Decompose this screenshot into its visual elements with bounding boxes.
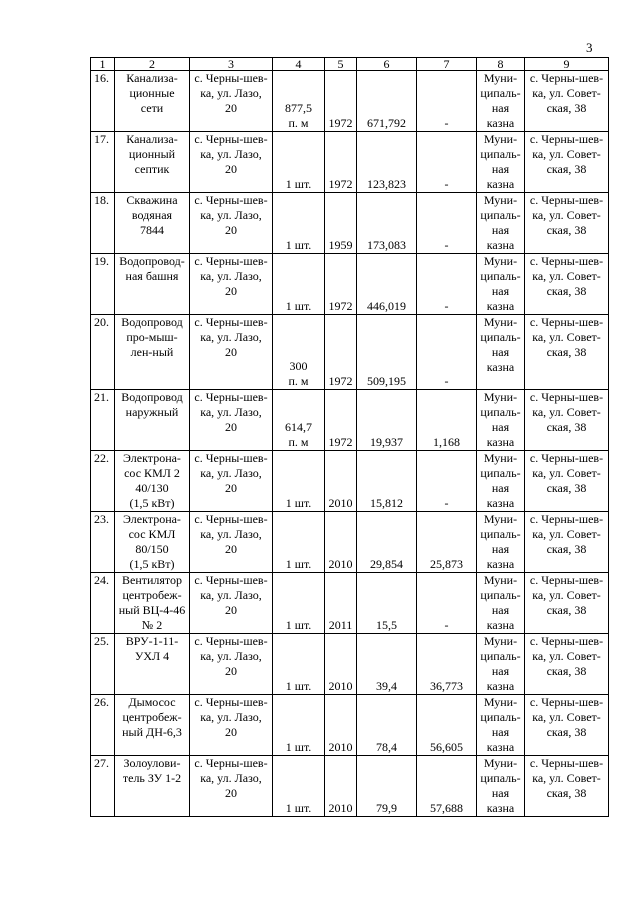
item-address: с. Черны-шев- ка, ул. Лазо, 20 <box>190 451 273 512</box>
row-number: 19. <box>91 254 115 315</box>
item-residual-value: - <box>417 573 477 634</box>
item-quantity: 1 шт. <box>273 634 325 695</box>
item-ownership: Муни- ципаль- ная казна <box>477 254 525 315</box>
row-number: 24. <box>91 573 115 634</box>
row-number: 16. <box>91 71 115 132</box>
item-ownership: Муни- ципаль- ная казна <box>477 315 525 390</box>
item-address: с. Черны-шев- ка, ул. Лазо, 20 <box>190 193 273 254</box>
row-number: 21. <box>91 390 115 451</box>
item-residual-value: - <box>417 71 477 132</box>
item-book-value: 29,854 <box>357 512 417 573</box>
table-row <box>91 254 609 315</box>
item-year: 1972 <box>325 315 357 390</box>
item-residual-value: 57,688 <box>417 756 477 817</box>
item-quantity: 614,7 п. м <box>273 390 325 451</box>
item-address: с. Черны-шев- ка, ул. Лазо, 20 <box>190 254 273 315</box>
item-quantity: 1 шт. <box>273 254 325 315</box>
item-quantity: 1 шт. <box>273 512 325 573</box>
table-row <box>91 390 609 451</box>
item-book-value: 446,019 <box>357 254 417 315</box>
item-ownership: Муни- ципаль- ная казна <box>477 573 525 634</box>
item-year: 2010 <box>325 695 357 756</box>
row-number: 17. <box>91 132 115 193</box>
item-name: Водопровод про-мыш- лен-ный <box>115 315 190 390</box>
item-quantity: 1 шт. <box>273 451 325 512</box>
item-residual-value: - <box>417 254 477 315</box>
header-cell: 8 <box>477 58 525 71</box>
header-cell: 9 <box>525 58 609 71</box>
item-address: с. Черны-шев- ка, ул. Лазо, 20 <box>190 756 273 817</box>
table-row <box>91 71 609 132</box>
item-address: с. Черны-шев- ка, ул. Лазо, 20 <box>190 573 273 634</box>
item-holder-address: с. Черны-шев- ка, ул. Совет- ская, 38 <box>525 756 609 817</box>
item-quantity: 1 шт. <box>273 132 325 193</box>
item-ownership: Муни- ципаль- ная казна <box>477 756 525 817</box>
item-residual-value: 56,605 <box>417 695 477 756</box>
item-book-value: 173,083 <box>357 193 417 254</box>
table-row <box>91 451 609 512</box>
item-holder-address: с. Черны-шев- ка, ул. Совет- ская, 38 <box>525 695 609 756</box>
table-row <box>91 193 609 254</box>
item-year: 2010 <box>325 634 357 695</box>
item-ownership: Муни- ципаль- ная казна <box>477 451 525 512</box>
header-row <box>91 58 609 71</box>
item-holder-address: с. Черны-шев- ка, ул. Совет- ская, 38 <box>525 634 609 695</box>
item-residual-value: - <box>417 132 477 193</box>
table-row <box>91 512 609 573</box>
item-holder-address: с. Черны-шев- ка, ул. Совет- ская, 38 <box>525 71 609 132</box>
item-year: 1972 <box>325 132 357 193</box>
row-number: 20. <box>91 315 115 390</box>
property-register-table <box>90 57 609 817</box>
header-cell: 1 <box>91 58 115 71</box>
item-name: Электрона- сос КМЛ 80/150 (1,5 кВт) <box>115 512 190 573</box>
item-book-value: 78,4 <box>357 695 417 756</box>
item-residual-value: 25,873 <box>417 512 477 573</box>
row-number: 22. <box>91 451 115 512</box>
item-address: с. Черны-шев- ка, ул. Лазо, 20 <box>190 315 273 390</box>
item-book-value: 39,4 <box>357 634 417 695</box>
item-address: с. Черны-шев- ка, ул. Лазо, 20 <box>190 512 273 573</box>
item-book-value: 509,195 <box>357 315 417 390</box>
header-cell: 4 <box>273 58 325 71</box>
item-holder-address: с. Черны-шев- ка, ул. Совет- ская, 38 <box>525 573 609 634</box>
item-ownership: Муни- ципаль- ная казна <box>477 193 525 254</box>
item-name: Золоулови- тель ЗУ 1-2 <box>115 756 190 817</box>
item-year: 1959 <box>325 193 357 254</box>
item-ownership: Муни- ципаль- ная казна <box>477 634 525 695</box>
header-cell: 5 <box>325 58 357 71</box>
item-residual-value: 36,773 <box>417 634 477 695</box>
row-number: 26. <box>91 695 115 756</box>
item-name: Электрона- сос КМЛ 2 40/130 (1,5 кВт) <box>115 451 190 512</box>
item-name: ВРУ-1-11- УХЛ 4 <box>115 634 190 695</box>
item-book-value: 19,937 <box>357 390 417 451</box>
item-ownership: Муни- ципаль- ная казна <box>477 512 525 573</box>
item-residual-value: 1,168 <box>417 390 477 451</box>
item-address: с. Черны-шев- ка, ул. Лазо, 20 <box>190 71 273 132</box>
table-row <box>91 315 609 390</box>
item-residual-value: - <box>417 315 477 390</box>
item-residual-value: - <box>417 451 477 512</box>
table-row <box>91 695 609 756</box>
item-year: 1972 <box>325 390 357 451</box>
item-ownership: Муни- ципаль- ная казна <box>477 390 525 451</box>
item-year: 2011 <box>325 573 357 634</box>
item-address: с. Черны-шев- ка, ул. Лазо, 20 <box>190 634 273 695</box>
item-holder-address: с. Черны-шев- ка, ул. Совет- ская, 38 <box>525 254 609 315</box>
row-number: 27. <box>91 756 115 817</box>
table-row <box>91 756 609 817</box>
item-name: Канализа- ционные сети <box>115 71 190 132</box>
table-row <box>91 634 609 695</box>
row-number: 23. <box>91 512 115 573</box>
item-address: с. Черны-шев- ка, ул. Лазо, 20 <box>190 132 273 193</box>
item-ownership: Муни- ципаль- ная казна <box>477 71 525 132</box>
item-year: 2010 <box>325 512 357 573</box>
item-year: 1972 <box>325 254 357 315</box>
item-quantity: 877,5 п. м <box>273 71 325 132</box>
page-number: 3 <box>586 40 593 55</box>
header-cell: 7 <box>417 58 477 71</box>
item-holder-address: с. Черны-шев- ка, ул. Совет- ская, 38 <box>525 315 609 390</box>
item-ownership: Муни- ципаль- ная казна <box>477 695 525 756</box>
item-book-value: 15,812 <box>357 451 417 512</box>
item-book-value: 79,9 <box>357 756 417 817</box>
item-quantity: 1 шт. <box>273 695 325 756</box>
header-cell: 6 <box>357 58 417 71</box>
item-name: Дымосос центробеж- ный ДН-6,3 <box>115 695 190 756</box>
row-number: 25. <box>91 634 115 695</box>
table-row <box>91 573 609 634</box>
item-quantity: 1 шт. <box>273 756 325 817</box>
table-row <box>91 132 609 193</box>
item-quantity: 1 шт. <box>273 573 325 634</box>
item-ownership: Муни- ципаль- ная казна <box>477 132 525 193</box>
header-cell: 2 <box>115 58 190 71</box>
header-cell: 3 <box>190 58 273 71</box>
item-address: с. Черны-шев- ка, ул. Лазо, 20 <box>190 390 273 451</box>
item-name: Вентилятор центробеж- ный ВЦ-4-46 № 2 <box>115 573 190 634</box>
row-number: 18. <box>91 193 115 254</box>
item-quantity: 1 шт. <box>273 193 325 254</box>
item-book-value: 123,823 <box>357 132 417 193</box>
item-residual-value: - <box>417 193 477 254</box>
item-book-value: 671,792 <box>357 71 417 132</box>
item-name: Водопровод- ная башня <box>115 254 190 315</box>
item-year: 2010 <box>325 451 357 512</box>
item-name: Водопровод наружный <box>115 390 190 451</box>
item-name: Скважина водяная 7844 <box>115 193 190 254</box>
item-quantity: 300 п. м <box>273 315 325 390</box>
item-holder-address: с. Черны-шев- ка, ул. Совет- ская, 38 <box>525 193 609 254</box>
item-holder-address: с. Черны-шев- ка, ул. Совет- ская, 38 <box>525 132 609 193</box>
item-address: с. Черны-шев- ка, ул. Лазо, 20 <box>190 695 273 756</box>
item-book-value: 15,5 <box>357 573 417 634</box>
item-holder-address: с. Черны-шев- ка, ул. Совет- ская, 38 <box>525 451 609 512</box>
item-holder-address: с. Черны-шев- ка, ул. Совет- ская, 38 <box>525 512 609 573</box>
item-name: Канализа- ционный септик <box>115 132 190 193</box>
item-year: 1972 <box>325 71 357 132</box>
item-holder-address: с. Черны-шев- ка, ул. Совет- ская, 38 <box>525 390 609 451</box>
item-year: 2010 <box>325 756 357 817</box>
